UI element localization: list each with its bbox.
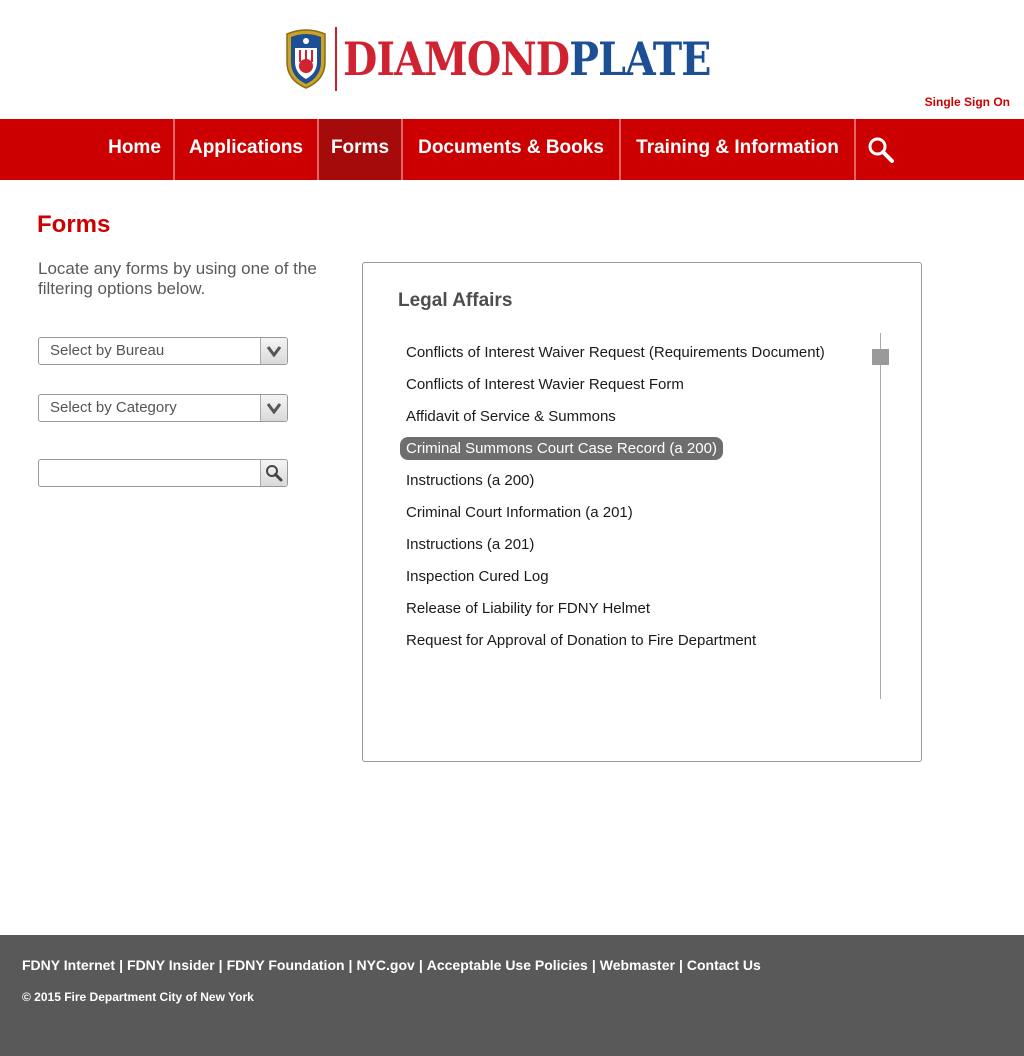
nav-documents-books[interactable]: Documents & Books	[418, 137, 604, 158]
form-search-button[interactable]	[260, 460, 287, 486]
category-select-value: Select by Category	[50, 399, 177, 416]
form-search-box	[38, 459, 288, 487]
nav-home[interactable]: Home	[108, 137, 161, 158]
form-link[interactable]: Conflicts of Interest Waiver Request (Requirements Document)	[406, 343, 825, 361]
form-search-input[interactable]	[39, 460, 254, 486]
nav-training-information[interactable]: Training & Information	[636, 137, 839, 158]
single-sign-on-link[interactable]: Single Sign On	[924, 95, 1010, 109]
diamondplate-logo[interactable]	[283, 27, 770, 91]
nav-search-button[interactable]	[856, 119, 906, 180]
footer-link[interactable]: FDNY Insider	[127, 957, 215, 973]
form-link[interactable]: Request for Approval of Donation to Fire Department	[406, 631, 757, 649]
footer-separator: |	[218, 957, 223, 973]
footer-separator: |	[119, 957, 124, 973]
logo-text-diamond: DIAMOND	[343, 32, 570, 86]
main-nav	[0, 119, 1024, 180]
form-link[interactable]: Affidavit of Service & Summons	[406, 407, 616, 425]
form-list-item[interactable]	[400, 403, 870, 429]
form-list-item[interactable]	[400, 371, 870, 397]
forms-results-panel	[362, 262, 922, 762]
panel-title: Legal Affairs	[398, 290, 513, 311]
scrollbar-thumb[interactable]	[872, 349, 889, 365]
form-list-item[interactable]	[400, 627, 870, 653]
footer-separator: |	[418, 957, 423, 973]
bureau-select[interactable]	[38, 337, 288, 365]
search-icon	[867, 136, 895, 164]
form-list-item[interactable]	[400, 595, 870, 621]
bureau-select-value: Select by Bureau	[50, 342, 165, 359]
form-link[interactable]: Conflicts of Interest Wavier Request Form	[406, 375, 684, 393]
copyright-text: © 2015 Fire Department City of New York	[22, 990, 254, 1004]
nav-forms[interactable]: Forms	[319, 119, 401, 180]
category-select[interactable]	[38, 394, 288, 422]
form-link[interactable]: Inspection Cured Log	[406, 567, 549, 585]
form-list-item[interactable]	[400, 467, 870, 493]
footer-separator: |	[678, 957, 683, 973]
logo-text-plate: PLATE	[569, 32, 711, 86]
fdny-badge-icon	[283, 28, 329, 90]
footer-link[interactable]: FDNY Internet	[22, 957, 116, 973]
page-title: Forms	[37, 211, 111, 238]
footer-links	[22, 957, 761, 973]
form-link[interactable]: Release of Liability for FDNY Helmet	[406, 599, 650, 617]
scrollbar-track[interactable]	[880, 333, 881, 699]
form-link[interactable]: Criminal Court Information (a 201)	[406, 503, 633, 521]
form-link[interactable]: Instructions (a 201)	[406, 535, 535, 553]
logo-wordmark	[343, 32, 711, 86]
footer-separator: |	[348, 957, 353, 973]
chevron-down-icon	[260, 338, 287, 364]
form-list-item[interactable]	[400, 339, 870, 365]
chevron-down-icon	[260, 395, 287, 421]
form-list-item[interactable]	[400, 531, 870, 557]
filter-instructions: Locate any forms by using one of the filtering options below.	[38, 259, 317, 298]
form-list-item[interactable]	[400, 499, 870, 525]
form-list-item[interactable]	[400, 435, 870, 461]
site-header	[0, 0, 1024, 119]
nav-applications[interactable]: Applications	[188, 137, 303, 158]
footer-separator: |	[591, 957, 596, 973]
forms-list	[400, 339, 870, 659]
footer-link[interactable]: FDNY Foundation	[226, 957, 345, 973]
form-link[interactable]: Instructions (a 200)	[406, 471, 535, 489]
form-link[interactable]: Criminal Summons Court Case Record (a 200)	[400, 437, 723, 460]
logo-divider	[335, 27, 337, 91]
site-footer	[0, 935, 1024, 1056]
footer-link[interactable]: Contact Us	[686, 957, 761, 973]
form-list-item[interactable]	[400, 563, 870, 589]
magnifier-icon	[265, 464, 283, 482]
footer-link[interactable]: Webmaster	[599, 957, 675, 973]
footer-link[interactable]: NYC.gov	[356, 957, 415, 973]
footer-link[interactable]: Acceptable Use Policies	[426, 957, 588, 973]
